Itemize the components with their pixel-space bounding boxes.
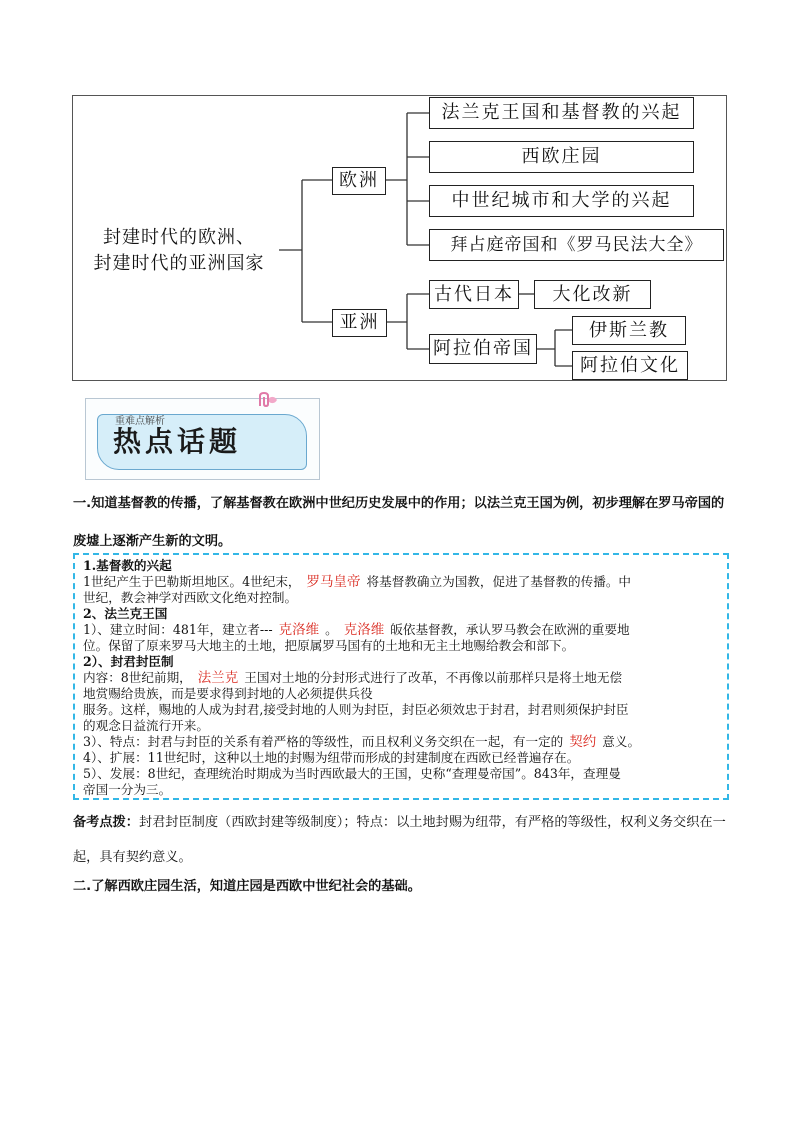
europe-item-byzantine: 拜占庭帝国和《罗马民法大全》 (429, 229, 724, 261)
note-line-11: 的观念日益流行开来。 (83, 718, 209, 733)
note-text: 王国对土地的分封形式进行了改革，不再像以前那样只是将土地无偿 (244, 670, 623, 685)
concept-map (72, 95, 727, 381)
root-line-2: 封建时代的亚洲国家 (93, 253, 265, 274)
note-line-15: 帝国一分为三。 (83, 782, 172, 797)
note-text: 1世纪产生于巴勒斯坦地区。4世纪末， (83, 574, 301, 589)
note-text: 3）、特点：封君与封臣的关系有着严格的等级性，而且权利义务交织在一起，有一定的 (83, 734, 564, 749)
note-line-5 (83, 622, 721, 638)
note-line-13: 4）、扩展：11世纪时，这种以土地的封赐为纽带而形成的封建制度在西欧已经普遍存在。 (83, 750, 580, 765)
europe-item-cities-universities: 中世纪城市和大学的兴起 (429, 185, 694, 217)
note-line-9: 地赏赐给贵族，而是要求得到封地的人必须提供兵役 (83, 686, 373, 701)
highlight-roman-emperor: 罗马皇帝 (306, 574, 361, 590)
arab-child-arab-culture: 阿拉伯文化 (572, 351, 688, 380)
note-text: 意义。 (602, 734, 641, 749)
paperclip-icon (257, 392, 279, 408)
note-text: 1）、建立时间：481年，建立者--- (83, 622, 273, 637)
note-line-14: 5）、发展：8世纪，查理统治时期成为当时西欧最大的王国，史称“查理曼帝国”。843年，查理曼 (83, 766, 621, 781)
note-line-3: 世纪，教会神学对西欧文化绝对控制。 (83, 590, 298, 605)
root-line-1: 封建时代的欧洲、 (103, 226, 255, 248)
note-line-4: 2、法兰克王国 (83, 606, 168, 621)
exam-tip-text: 封君封臣制度（西欧封建等级制度）；特点：以土地封赐为纽带，有严格的等级性，权利义务交织在一起，具有契约意义。 (73, 815, 726, 865)
note-line-7: 2）、封君封臣制 (83, 654, 174, 669)
highlight-contract: 契约 (569, 734, 597, 750)
europe-item-frankish-kingdom: 法兰克王国和基督教的兴起 (429, 97, 694, 129)
arab-child-islam: 伊斯兰教 (572, 316, 686, 345)
banner-subtitle: 重难点解析 (115, 416, 165, 427)
note-text: 。 (325, 622, 338, 637)
banner-title: 热点话题 (113, 425, 242, 458)
hot-topics-banner (85, 398, 320, 480)
exam-tip-label: 备考点拨： (73, 815, 139, 830)
highlight-frankish: 法兰克 (197, 670, 239, 686)
section-1-heading: 一.知道基督教的传播，了解基督教在欧洲中世纪历史发展中的作用；以法兰克王国为例，初步理解在罗马帝国的废墟上逐渐产生新的文明。 (73, 496, 725, 549)
asia-item-japan: 古代日本 (429, 280, 519, 309)
highlight-clovis-1: 克洛维 (278, 622, 320, 638)
asia-node: 亚洲 (332, 309, 387, 337)
note-line-8 (83, 670, 721, 686)
note-line-2 (83, 574, 721, 590)
highlight-clovis-2: 克洛维 (343, 622, 385, 638)
note-text: 将基督教确立为国教，促进了基督教的传播。中 (366, 574, 631, 589)
europe-item-manor: 西欧庄园 (429, 141, 694, 173)
note-line-10: 服务。这样，赐地的人成为封君,接受封地的人则为封臣，封臣必须效忠于封君，封君则须保护封臣 (83, 702, 629, 717)
exam-tip (73, 805, 733, 875)
asia-item-arab-empire: 阿拉伯帝国 (429, 334, 537, 364)
note-line-6: 位。保留了原来罗马大地主的土地，把原属罗马国有的土地和无主土地赐给教会和部下。 (83, 638, 575, 653)
note-line-12 (83, 734, 721, 750)
note-text: 内容：8世纪前期， (83, 670, 192, 685)
root-node (79, 224, 279, 278)
europe-node: 欧洲 (332, 167, 386, 195)
note-line-1: 1.基督教的兴起 (83, 558, 172, 573)
japan-child-taika-reform: 大化改新 (534, 280, 651, 309)
note-text: 皈依基督教，承认罗马教会在欧洲的重要地 (390, 622, 630, 637)
section-2-heading: 二.了解西欧庄园生活，知道庄园是西欧中世纪社会的基础。 (73, 879, 421, 894)
notes-box (73, 553, 729, 800)
